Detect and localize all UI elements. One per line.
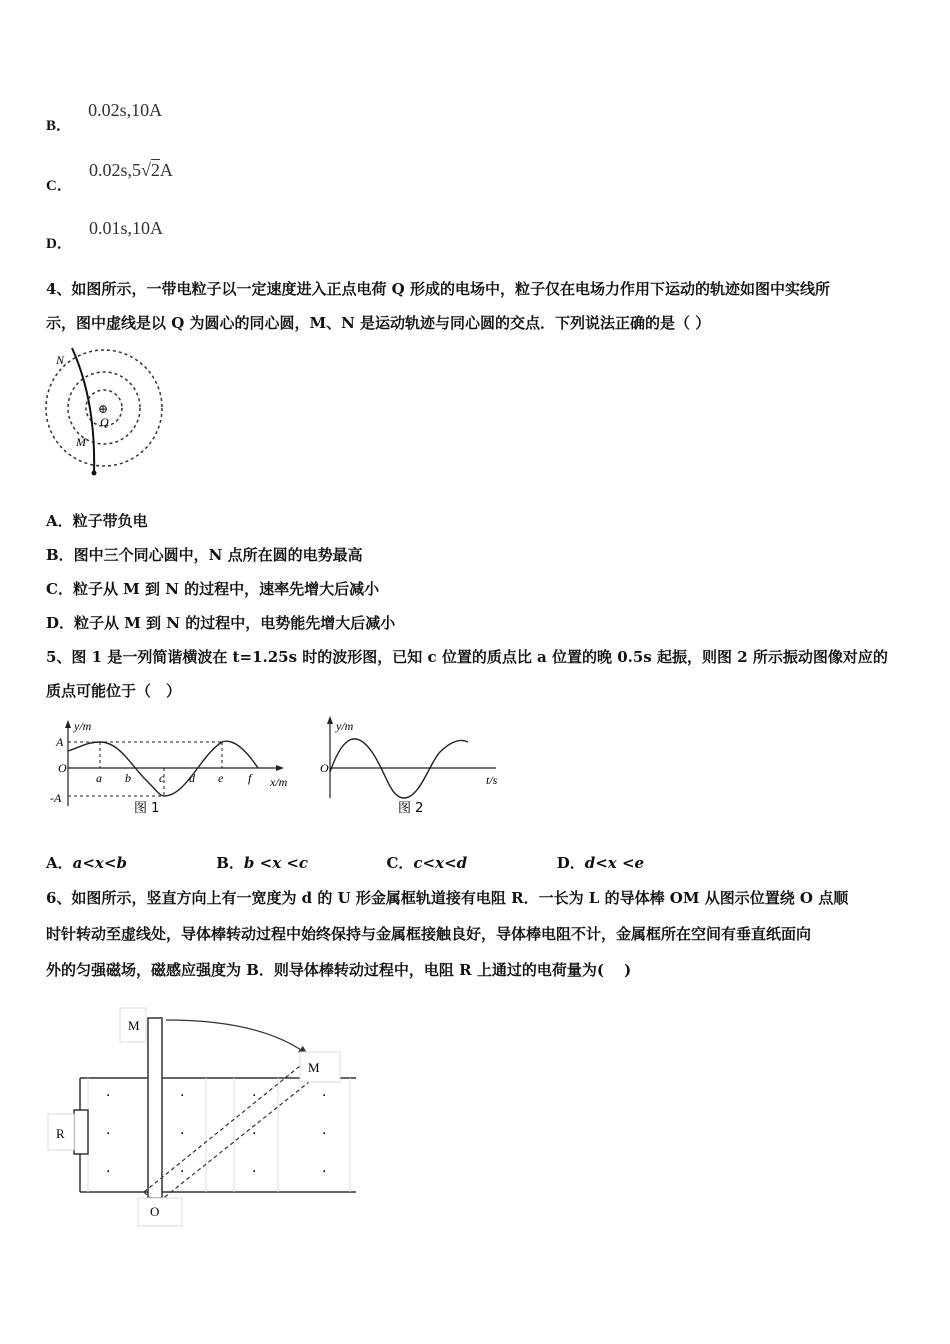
label-d: d — [189, 771, 195, 785]
option-value-suffix: A — [159, 160, 173, 180]
field-dot: · — [252, 1164, 257, 1180]
rotated-rod-dashed — [144, 1066, 314, 1204]
q5-option-b — [216, 852, 381, 873]
field-dot: · — [322, 1126, 327, 1142]
option-value: c<x<d — [413, 854, 468, 872]
q6-line-2: 时针转动至虚线处，导体棒转动过程中始终保持与金属框接触良好，导体棒电阻不计，金属框所在空间有垂直纸面向 — [46, 925, 812, 943]
label-m-right-box — [300, 1052, 340, 1082]
label-m: M — [76, 435, 86, 449]
label-e: e — [218, 771, 224, 785]
q5-figure-2 — [316, 712, 506, 820]
option-label: C． — [386, 854, 414, 872]
q6-stem — [46, 880, 916, 988]
figure-caption: 图 2 — [398, 801, 424, 816]
q4-option-c: C．粒子从 M 到 N 的过程中，速率先增大后减小 — [46, 580, 380, 598]
y-label: y/m — [336, 719, 354, 733]
field-dot: · — [180, 1088, 185, 1104]
q4-option-d: D．粒子从 M 到 N 的过程中，电势能先增大后减小 — [46, 614, 396, 632]
q6-line-3: 外的匀强磁场，磁感应强度为 B．则导体棒转动过程中，电阻 R 上通过的电荷量为( ) — [46, 961, 632, 979]
label-m-right: M — [308, 1060, 320, 1075]
field-dot: · — [322, 1088, 327, 1104]
option-label: D． — [556, 854, 585, 872]
x-label: x/m — [270, 775, 288, 789]
resistor — [74, 1110, 88, 1154]
option-label: A． — [46, 854, 73, 872]
label-amp: A — [56, 735, 64, 749]
q4-figure — [44, 346, 168, 478]
q5-options — [46, 852, 722, 873]
label-q: Q — [100, 415, 109, 429]
label-b: b — [125, 771, 131, 785]
q5-figure-1 — [48, 716, 308, 820]
option-value: b <x <c — [243, 854, 309, 872]
field-dot: · — [252, 1126, 257, 1142]
q5-line-2: 质点可能位于（ ） — [46, 682, 182, 700]
label-n: N — [56, 353, 65, 367]
option-value: d<x <e — [584, 854, 645, 872]
field-dot: · — [322, 1164, 327, 1180]
option-value-root: 2 — [150, 160, 160, 180]
q4-option-b: B．图中三个同心圆中，N 点所在圆的电势最高 — [46, 546, 363, 564]
x-axis-arrow — [276, 765, 284, 771]
label-o: O — [150, 1204, 160, 1219]
figure-caption: 图 1 — [134, 801, 160, 816]
q6-figure — [46, 1002, 366, 1232]
label-origin: O — [58, 761, 67, 775]
t-label: t/s — [486, 773, 498, 787]
label-o-box — [138, 1198, 182, 1226]
label-neg-amp: -A — [50, 791, 62, 805]
q5-stem — [46, 640, 916, 708]
y-axis-arrow — [65, 720, 71, 728]
y-label: y/m — [74, 719, 92, 733]
waveform-curve — [68, 741, 258, 796]
q3-option-b — [46, 100, 163, 134]
option-value-prefix: 0.02s,5 — [88, 160, 141, 180]
q4-line-1: 4、如图所示，一带电粒子以一定速度进入正点电荷 Q 形成的电场中，粒子仅在电场力作用下运动的轨迹如图中实线所 — [46, 280, 830, 298]
field-dot: · — [180, 1164, 185, 1180]
option-label: C． — [46, 178, 72, 194]
trajectory-end-dot — [92, 471, 97, 476]
option-label: B． — [46, 118, 72, 134]
q4-stem — [46, 272, 916, 340]
field-dot: · — [252, 1088, 257, 1104]
field-dot: · — [106, 1088, 111, 1104]
trajectory-line — [72, 348, 94, 473]
label-m-top: M — [128, 1018, 140, 1033]
y-axis-arrow — [327, 716, 333, 724]
rotation-arrow — [166, 1020, 304, 1052]
q4-option-a: A．粒子带负电 — [46, 512, 148, 530]
option-value: a<x<b — [72, 854, 127, 872]
option-label: D． — [46, 236, 72, 252]
field-dot: · — [180, 1126, 185, 1142]
field-dot: · — [106, 1164, 111, 1180]
q5-line-1: 5、图 1 是一列简谐横波在 t=1.25s 时的波形图，已知 c 位置的质点比 a 位置的晚 0.5s 起振，则图 2 所示振动图像对应的 — [46, 648, 888, 666]
q6-line-1: 6、如图所示，竖直方向上有一宽度为 d 的 U 形金属框轨道接有电阻 R．一长为 L 的导体棒 OM 从图示位置绕 O 点顺 — [46, 889, 849, 907]
option-value — [89, 160, 173, 180]
label-r: R — [56, 1126, 65, 1141]
label-a: a — [96, 771, 102, 785]
label-c: c — [159, 771, 165, 785]
q4-line-2: 示，图中虚线是以 Q 为圆心的同心圆，M、N 是运动轨迹与同心圆的交点．下列说法正确的是（ ） — [46, 314, 711, 332]
option-label: B． — [216, 854, 244, 872]
field-dot: · — [106, 1126, 111, 1142]
sqrt-sign: √ — [140, 160, 151, 180]
label-f: f — [248, 771, 252, 785]
q3-option-c — [46, 160, 173, 194]
label-origin: O — [320, 761, 329, 775]
option-value: 0.02s,10A — [88, 100, 163, 120]
q5-option-c — [386, 852, 551, 873]
option-value: 0.01s,10A — [88, 218, 163, 238]
charge-plus-icon: ⊕ — [98, 402, 109, 416]
conductor-rod — [148, 1018, 162, 1198]
q5-option-d — [557, 852, 722, 873]
q5-option-a — [46, 852, 211, 873]
q3-option-d — [46, 218, 163, 252]
